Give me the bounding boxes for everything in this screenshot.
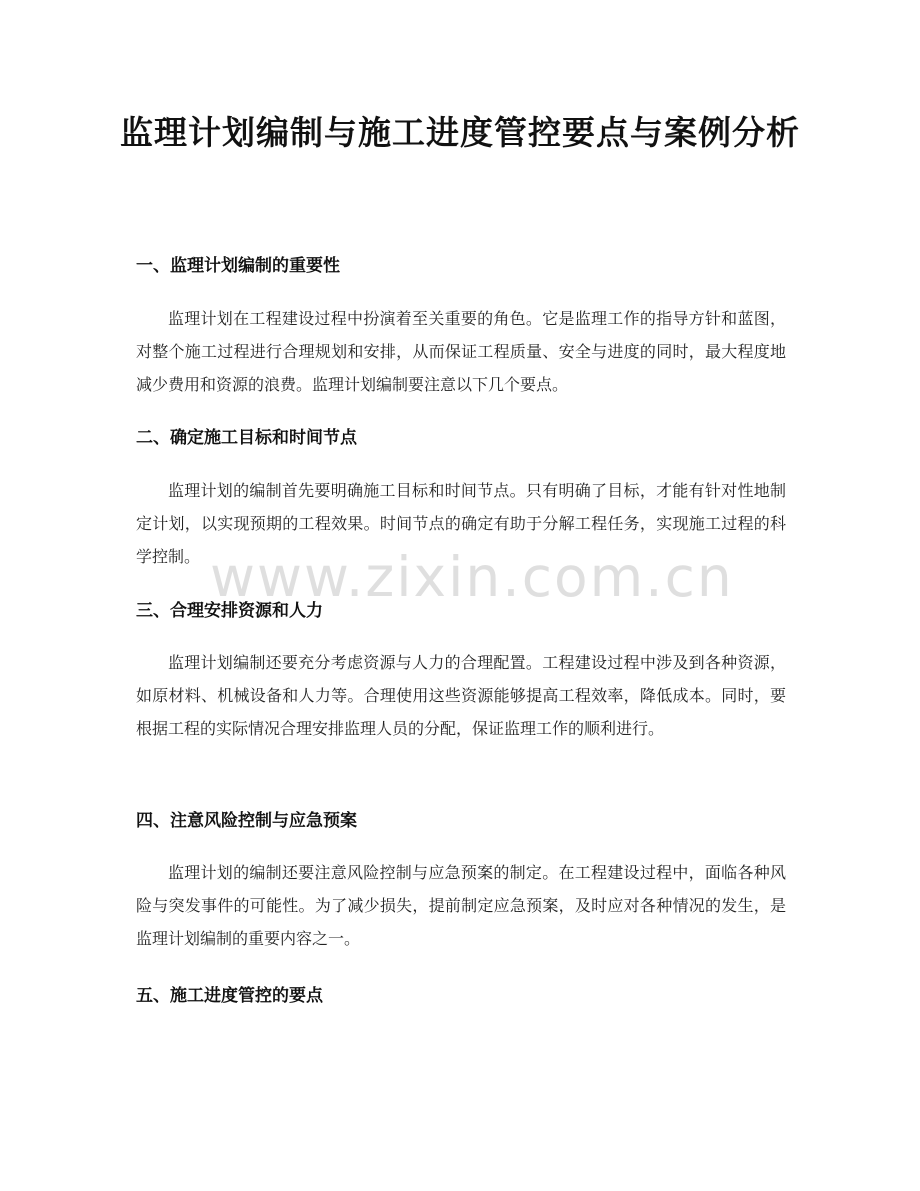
section-heading-2: 二、确定施工目标和时间节点: [136, 428, 357, 448]
section-paragraph-4: 监理计划的编制还要注意风险控制与应急预案的制定。在工程建设过程中，面临各种风险与突发事件的可能性。为了减少损失，提前制定应急预案，及时应对各种情况的发生，是监理计划编制的重要内容之一。: [136, 863, 786, 948]
section-heading-5: 五、施工进度管控的要点: [136, 986, 323, 1006]
section-paragraph-2: 监理计划的编制首先要明确施工目标和时间节点。只有明确了目标，才能有针对性地制定计划，以实现预期的工程效果。时间节点的确定有助于分解工程任务，实现施工过程的科学控制。: [136, 481, 786, 566]
section-heading-4: 四、注意风险控制与应急预案: [136, 811, 357, 831]
section-paragraph-3: 监理计划编制还要充分考虑资源与人力的合理配置。工程建设过程中涉及到各种资源，如原材料、机械设备和人力等。合理使用这些资源能够提高工程效率，降低成本。同时，要根据工程的实际情况合理安排监理人员的分配，保证监理工作的顺利进行。: [136, 653, 786, 738]
document-title: 监理计划编制与施工进度管控要点与案例分析: [120, 113, 800, 152]
section-heading-1: 一、监理计划编制的重要性: [136, 256, 340, 276]
section-heading-3: 三、合理安排资源和人力: [136, 601, 323, 621]
watermark: www.zixin.com.cn: [210, 545, 734, 609]
section-paragraph-1: 监理计划在工程建设过程中扮演着至关重要的角色。它是监理工作的指导方针和蓝图，对整个施工过程进行合理规划和安排，从而保证工程质量、安全与进度的同时，最大程度地减少费用和资源的浪费。监理计划编制要注意以下几个要点。: [136, 309, 786, 394]
